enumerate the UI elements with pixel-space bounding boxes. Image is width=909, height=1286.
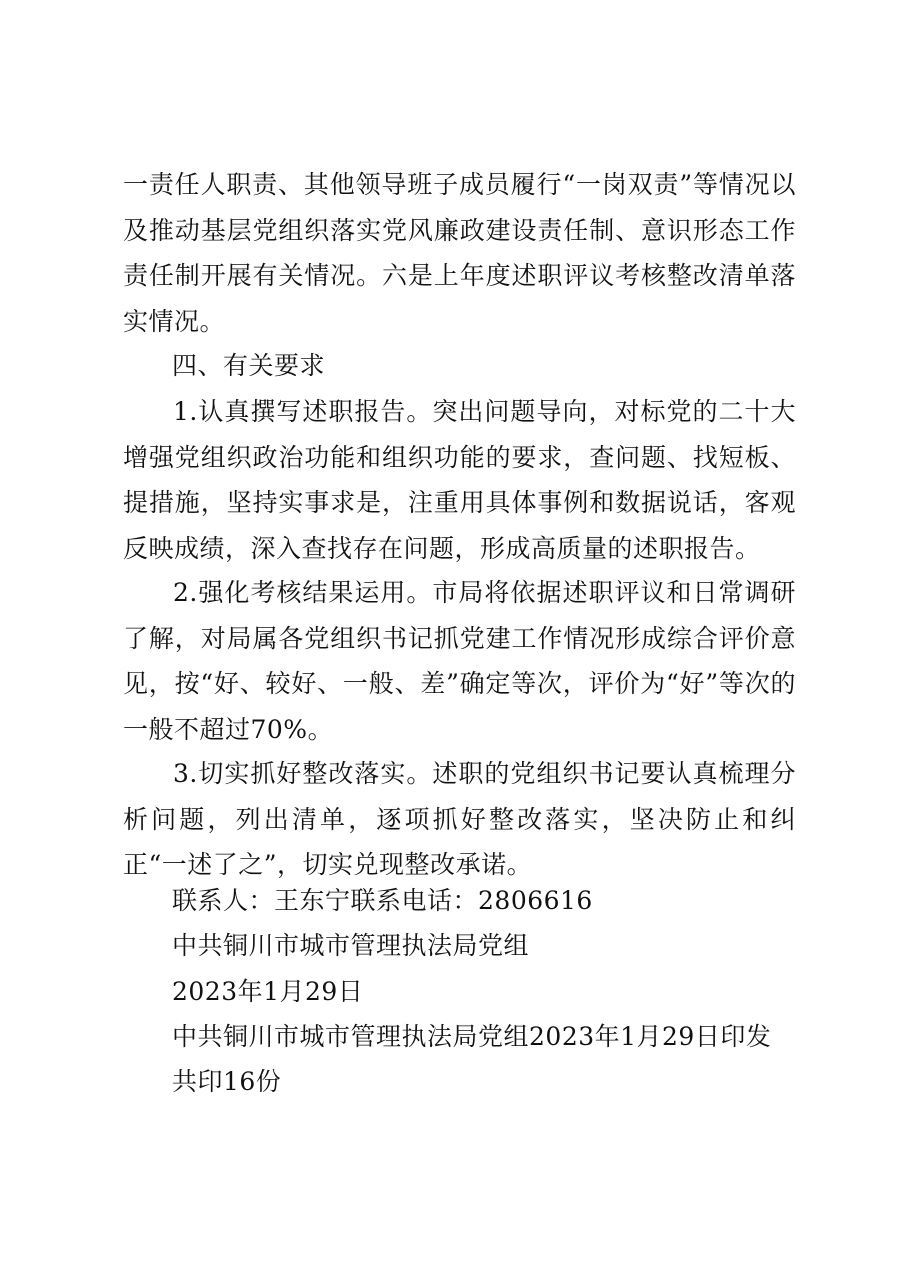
requirement-item-1: 1.认真撰写述职报告。突出问题导向，对标党的二十大增强党组织政治功能和组织功能的要求，查问题、找短板、提措施，坚持实事求是，注重用具体事例和数据说话，客观反映成绩，深入查找存在问题，形成高质量的述职报告。 <box>123 397 796 563</box>
requirement-item-2: 2.强化考核结果运用。市局将依据述职评议和日常调研了解，对局属各党组织书记抓党建工作情况形成综合评价意见，按“好、较好、一般、差”确定等次，评价为“好”等次的一般不超过70%。 <box>123 578 796 744</box>
print-issue-line: 中共铜川市城市管理执法局党组2023年1月29日印发 <box>172 1022 772 1051</box>
section-heading-requirements: 四、有关要求 <box>172 351 326 380</box>
body-paragraph-continuation: 一责任人职责、其他领导班子成员履行“一岗双责”等情况以及推动基层党组织落实党风廉政建设责任制、意识形态工作责任制开展有关情况。六是上年度述职评议考核整改清单落实情况。 <box>123 170 796 336</box>
copies-count: 共印16份 <box>172 1067 282 1096</box>
issue-date: 2023年1月29日 <box>172 977 364 1006</box>
issuer-name: 中共铜川市城市管理执法局党组 <box>172 931 530 960</box>
requirement-item-3: 3.切实抓好整改落实。述职的党组织书记要认真梳理分析问题，列出清单，逐项抓好整改落实，坚决防止和纠正“一述了之”，切实兑现整改承诺。 <box>123 759 796 879</box>
contact-line: 联系人：王东宁联系电话：2806616 <box>172 886 593 915</box>
